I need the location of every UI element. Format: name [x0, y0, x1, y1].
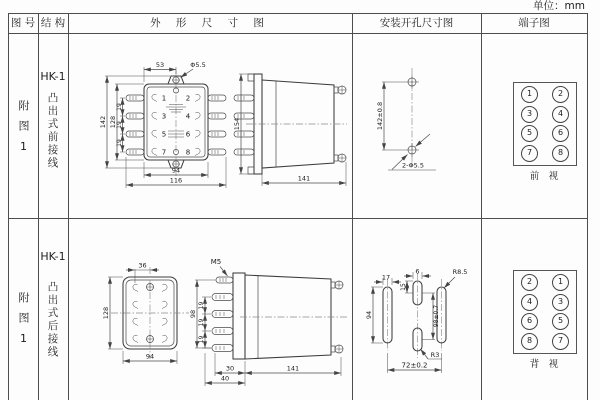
terminal-number: 8: [185, 148, 191, 157]
terminal-circle: 8: [552, 145, 569, 162]
terminal-diagram-front: [513, 82, 577, 166]
mount-desc-row1: 凸出式前接线: [46, 92, 59, 170]
terminal-number: 5: [161, 130, 167, 139]
terminal-circle: 7: [552, 333, 569, 350]
structure-cell-row1: [38, 92, 68, 170]
dim-19: 19: [198, 335, 205, 344]
structure-cell-row2: [38, 278, 68, 362]
terminal-circle: 1: [552, 274, 569, 291]
dim-36: 36: [138, 261, 147, 270]
dim-72-tol: 72±0.2: [401, 361, 428, 370]
dim-116: 116: [169, 176, 183, 185]
dim-30: 30: [225, 364, 235, 373]
install-drawing-row1: [358, 56, 470, 196]
terminal-number: 2: [185, 94, 191, 103]
figure-label-row2: 附图1: [17, 292, 30, 354]
terminal-circle: 4: [552, 106, 569, 123]
terminal-circle: 2: [521, 274, 538, 291]
terminal-number: 3: [161, 112, 167, 121]
dim-142-tol: 142±0.8: [376, 101, 384, 131]
terminal-circle: 6: [521, 313, 538, 330]
mount-desc-row2: 凸出式后接线: [46, 281, 59, 359]
header-structure: 结 构: [40, 17, 66, 29]
terminal-circle: 5: [521, 125, 538, 142]
dim-17: 17: [381, 273, 391, 282]
terminal-circle: 3: [521, 106, 538, 123]
terminal-number: 7: [161, 148, 167, 157]
header-outline: 外 形 尺 寸 图: [150, 17, 270, 29]
dim-r85: R8.5: [452, 268, 468, 276]
header-install: 安装开孔尺寸图: [379, 17, 454, 29]
dim-53: 53: [155, 61, 165, 69]
model-label-row2: HK-1: [40, 250, 66, 263]
dim-40: 40: [220, 374, 230, 383]
table-border: [481, 13, 482, 400]
terminal-number: 6: [185, 130, 191, 139]
dim-128: 128: [102, 306, 110, 320]
relay-side-view-rear: [189, 258, 347, 386]
dim-hole-callout: 2-Φ5.5: [402, 161, 424, 170]
terminal-circle: 8: [521, 333, 538, 350]
dim-19: 19: [198, 301, 205, 310]
terminal-number: 1: [161, 94, 167, 103]
relay-side-view: [233, 74, 347, 186]
figure-cell-row1: [8, 98, 38, 164]
dim-hole-dia: Φ5.5: [190, 61, 206, 69]
dim-19: 19: [116, 121, 123, 129]
dim-98: 98: [189, 309, 197, 319]
terminal-circle: 7: [521, 145, 538, 162]
dim-15: 15: [400, 283, 407, 291]
relay-rear-view: [102, 262, 189, 365]
table-border: [68, 13, 69, 400]
header-figure: 图 号: [10, 17, 36, 29]
terminal-board: [233, 273, 245, 359]
terminal-circle: 2: [552, 86, 569, 103]
table-border: [8, 33, 587, 34]
terminal-circle: 4: [521, 294, 538, 311]
table-border: [352, 13, 353, 400]
outline-drawing-row1: [96, 54, 348, 206]
dim-94: 94: [145, 352, 155, 361]
dim-6: 6: [415, 267, 420, 276]
dim-19: 19: [116, 103, 123, 111]
outline-drawing-row2: [95, 237, 350, 397]
dim-19: 19: [116, 139, 123, 147]
terminal-circle: 1: [521, 86, 538, 103]
terminal-number: 4: [185, 112, 191, 121]
dim-19: 19: [198, 318, 205, 327]
terminal-circle: 3: [552, 294, 569, 311]
front-view-dimensions: [99, 61, 226, 188]
terminal-caption-rear: 背 视: [529, 359, 559, 370]
table-border: [8, 218, 587, 219]
rear-studs: [212, 277, 233, 352]
terminal-diagram-rear: [513, 270, 577, 354]
terminal-caption-front: 前 视: [529, 171, 559, 182]
dim-141: 141: [297, 174, 311, 183]
dim-94: 94: [171, 166, 181, 175]
model-label-row1: HK-1: [40, 70, 66, 83]
dim-94: 94: [365, 310, 373, 320]
dim-thread-m5: M5: [210, 258, 222, 266]
dim-142: 142: [99, 115, 107, 129]
install-drawing-row2: [358, 239, 476, 395]
unit-label: 单位：mm: [533, 0, 585, 12]
dim-128: 128: [109, 115, 117, 129]
dim-r3: R3: [430, 351, 440, 359]
terminal-circle: 5: [552, 313, 569, 330]
table-border: [587, 13, 588, 400]
dim-98-tol: 98±0.7: [433, 304, 440, 328]
dim-141: 141: [286, 364, 300, 373]
dim-154: 154: [233, 117, 241, 131]
header-terminal: 端子图: [518, 17, 550, 29]
figure-label-row1: 附图1: [17, 100, 30, 162]
figure-cell-row2: [8, 290, 38, 356]
terminal-circle: 6: [552, 125, 569, 142]
